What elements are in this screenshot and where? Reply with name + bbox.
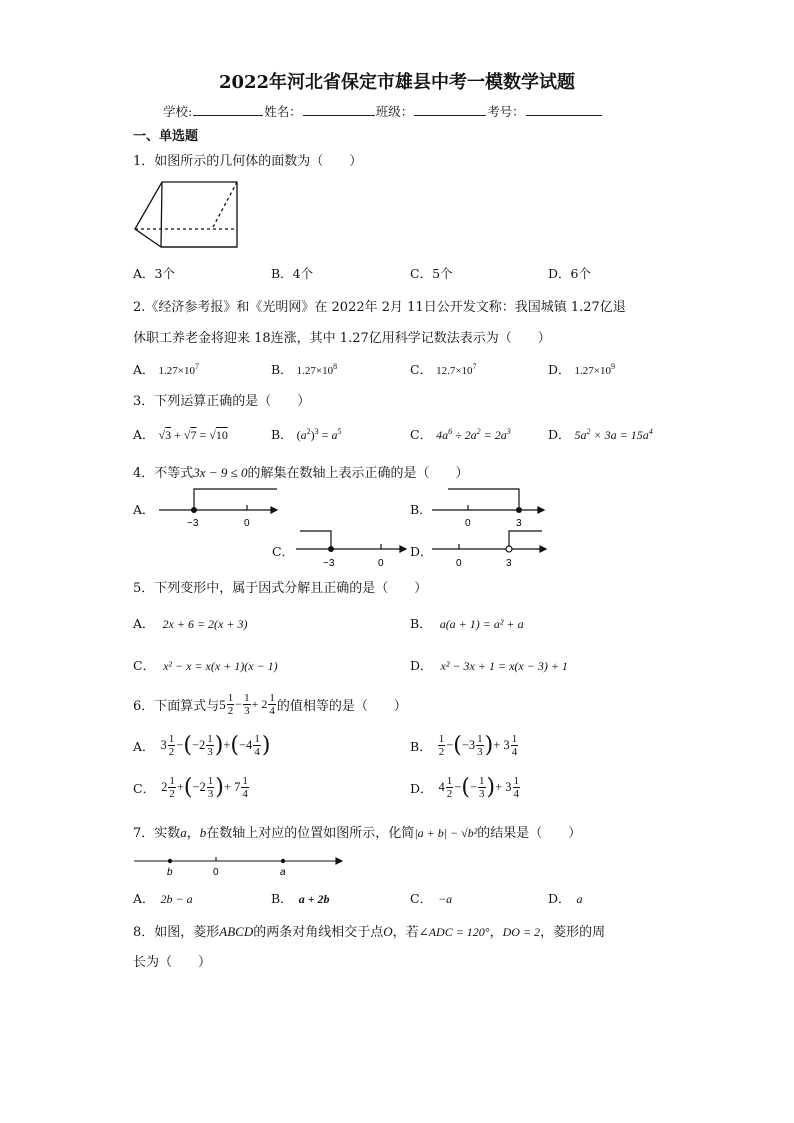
q7-stem	[133, 822, 581, 841]
point-b	[168, 859, 172, 863]
section-heading: 一、单选题	[133, 129, 199, 144]
q2-c-exp: 7	[472, 361, 477, 371]
q3-c-e1: 6	[448, 427, 453, 436]
label-0: 0	[213, 867, 219, 878]
q5-b-label: B．	[410, 616, 432, 631]
q5-option-b[interactable]	[410, 614, 524, 632]
q4-inequality: 3x − 9 ≤ 0	[193, 465, 248, 480]
q2-option-a[interactable]: A． $1.27\times 10^7$	[133, 361, 199, 377]
q8-mid2: ，若	[392, 925, 419, 940]
q5-b-expr: a(a + 1) = a² + a	[439, 617, 524, 631]
q7-stem-pre: 7．实数	[133, 826, 181, 841]
q4-option-c-label[interactable]: C．	[272, 544, 295, 559]
q6-option-c[interactable]: C． 2 $\frac{1}{2}$ + ( −2 $\frac{1}{3}$ ) + 7 $\frac{1}{4}$	[133, 774, 248, 800]
q3-d-t3: 15a	[630, 428, 649, 442]
q7-b-label: B．	[271, 891, 293, 906]
q3-b-label: B．	[271, 427, 293, 442]
q2-a-coef: 1.27	[158, 365, 178, 377]
label-a: a	[280, 867, 286, 878]
tick-label-3: 3	[506, 558, 512, 569]
q4-stem	[133, 462, 468, 481]
q7-d-expr: a	[576, 892, 583, 906]
q3-c-t2: 2a	[464, 428, 477, 442]
q6-option-a[interactable]: A． 3 $\frac{1}{2}$ − ( −2 $\frac{1}{3}$ ) + ( −4 $\frac{1}{4}$ )	[133, 732, 271, 758]
q2-c-label: C．	[410, 362, 433, 377]
q6-stem-pre: 6．下面算式与	[133, 699, 220, 714]
tick-label-3: 3	[516, 518, 522, 529]
q7-var-b: b	[199, 825, 207, 840]
solution-ray	[194, 489, 277, 510]
q5-d-expr: x² − 3x + 1 = x(x − 3) + 1	[440, 659, 568, 673]
name-blank[interactable]	[303, 102, 375, 116]
q3-option-c[interactable]: C． $4a^6 \div 2a^2 = 2a^3$	[410, 427, 511, 442]
q3-b-e3: 5	[337, 427, 342, 436]
q4-stem-post: 的解集在数轴上表示正确的是（ ）	[247, 466, 469, 481]
q4-b-numberline[interactable]	[428, 485, 553, 530]
q8-stem-line1	[133, 921, 605, 940]
q2-option-b[interactable]: B． $1.27\times 10^8$	[271, 361, 338, 377]
q7-option-a[interactable]	[133, 889, 193, 907]
q5-option-a[interactable]	[133, 614, 247, 632]
q3-d-e3: 4	[648, 427, 653, 436]
q8-abcd: ABCD	[219, 924, 254, 939]
q3-a-r1: 3	[165, 428, 172, 442]
q6-stem: 6．下面算式与 5 $\frac{1}{2}$ − $\frac{1}{3}$ + 2 $\frac{1}{4}$ 的值相等的是（ ）	[133, 692, 407, 717]
q8-sep: ，	[489, 925, 503, 940]
tick-label-0: 0	[465, 518, 471, 529]
q3-c-t3: 2a	[494, 428, 507, 442]
exam-title: 2022年河北省保定市雄县中考一模数学试题	[218, 72, 576, 93]
q7-sep: ，	[186, 826, 200, 841]
axis-arrow	[336, 858, 342, 864]
q3-option-d[interactable]: D． $5a^2 \times 3a = 15a^4$	[548, 427, 653, 442]
q3-b-e1: 2	[306, 427, 311, 436]
prism-outline	[135, 182, 237, 247]
q1-option-c[interactable]: C．5个	[410, 266, 453, 281]
q2-c-coef: 12.7	[436, 365, 456, 377]
q5-a-label: A．	[133, 616, 155, 631]
solution-ray	[509, 531, 542, 549]
q7-option-b[interactable]	[271, 889, 330, 907]
q5-c-label: C．	[133, 658, 156, 673]
closed-dot	[516, 507, 522, 513]
q7-var-a: a	[180, 825, 187, 840]
q2-stem-line2: 休职工养老金将迎来 18连涨，其中 1.27亿用科学记数法表示为（ ）	[133, 331, 551, 346]
axis-arrow	[538, 507, 544, 513]
closed-dot	[191, 507, 197, 513]
q7-option-c[interactable]	[410, 889, 452, 907]
q8-pre: 8．如图，菱形	[133, 925, 220, 940]
q7-c-label: C．	[410, 891, 433, 906]
q7-c-expr: −a	[438, 892, 453, 906]
axis-arrow	[400, 546, 406, 552]
q3-d-t1: 5a	[574, 428, 587, 442]
label-b: b	[167, 867, 173, 878]
q2-option-d[interactable]: D． $1.27\times 10^9$	[548, 361, 615, 377]
q4-option-d-label[interactable]: D．	[410, 544, 433, 559]
tick-label-neg3: −3	[187, 518, 199, 529]
q5-stem: 5．下列变形中，属于因式分解且正确的是（ ）	[133, 581, 428, 596]
prism-hidden-edge-2	[212, 182, 237, 229]
solution-ray	[448, 489, 519, 510]
q4-d-numberline[interactable]	[428, 527, 553, 572]
q2-d-coef: 1.27	[574, 365, 594, 377]
q7-d-label: D．	[548, 891, 571, 906]
q5-option-c[interactable]	[133, 656, 278, 674]
examno-blank[interactable]	[526, 102, 602, 116]
q3-d-t2: 3a	[604, 428, 617, 442]
q8-angle: ∠ADC = 120°	[418, 925, 490, 939]
q4-option-a-label[interactable]: A．	[133, 502, 155, 517]
q6-stem-post: 的值相等的是（ ）	[276, 699, 407, 714]
axis-arrow	[540, 546, 546, 552]
q7-a-expr: 2b − a	[160, 892, 193, 906]
q2-d-label: D．	[548, 362, 571, 377]
q2-a-label: A．	[133, 362, 155, 377]
q8-post: ，菱形的周	[540, 925, 606, 940]
q7-numberline	[132, 852, 347, 880]
q8-stem-line2: 长为（ ）	[133, 955, 212, 970]
q5-option-d[interactable]	[410, 656, 568, 674]
q1-option-a[interactable]: A．3个	[133, 266, 175, 281]
q3-option-b[interactable]: B． $(a^2)^3 = a^5$	[271, 427, 342, 442]
q7-stem-post: 的结果是（ ）	[477, 826, 582, 841]
q1-option-d[interactable]: D．6个	[548, 266, 591, 281]
q5-d-label: D．	[410, 658, 433, 673]
open-dot	[506, 546, 512, 552]
class-blank[interactable]	[414, 102, 486, 116]
q3-d-e1: 2	[586, 427, 591, 436]
q3-a-r3: 10	[215, 428, 228, 442]
point-a	[281, 859, 285, 863]
q1-option-b[interactable]: B．4个	[271, 266, 314, 281]
q2-option-c[interactable]: C． $12.7\times 10^7$	[410, 361, 477, 377]
q5-a-expr: 2x + 6 = 2(x + 3)	[162, 617, 248, 631]
q6-b-label: B．	[410, 738, 432, 754]
class-label: 班级：	[375, 104, 414, 119]
q4-c-numberline[interactable]	[292, 527, 412, 572]
q1-stem: 1．如图所示的几何体的面数为（ ）	[133, 154, 363, 169]
q8-mid: 的两条对角线相交于点	[253, 925, 384, 940]
name-label: 姓名：	[264, 104, 302, 119]
q2-stem-line1: 2.《经济参考报》和《光明网》在 2022年 2月 11日公开发文称：我国城镇 1.27亿退	[133, 300, 626, 315]
q8-point-o: O	[383, 924, 393, 939]
q3-b-e2: 3	[314, 427, 319, 436]
axis-arrow	[271, 507, 277, 513]
tick-label-neg3: −3	[323, 558, 335, 569]
q4-option-b-label[interactable]: B．	[410, 502, 432, 517]
q6-option-d[interactable]: D． 4 $\frac{1}{2}$ − ( − $\frac{1}{3}$ ) + 3 $\frac{1}{4}$	[410, 774, 520, 800]
q2-d-exp: 9	[610, 361, 615, 371]
q6-option-b[interactable]: B． $\frac{1}{2}$ − ( −3 $\frac{1}{3}$ ) + 3 $\frac{1}{4}$	[410, 732, 518, 758]
school-label: 学校:	[163, 104, 193, 119]
solution-ray	[300, 531, 331, 549]
q7-expr: |a + b| − √b²	[414, 826, 478, 840]
tick-label-0: 0	[456, 558, 462, 569]
q2-b-exp: 8	[333, 361, 338, 371]
q2-b-coef: 1.27	[296, 365, 316, 377]
q3-stem: 3．下列运算正确的是（ ）	[133, 394, 311, 409]
q3-c-e3: 3	[506, 427, 511, 436]
q3-c-e2: 2	[476, 427, 481, 436]
q3-a-r2: 7	[190, 428, 197, 442]
q2-a-exp: 7	[194, 361, 199, 371]
tick-label-0: 0	[244, 518, 250, 529]
q6-d-label: D．	[410, 780, 433, 796]
student-info-line	[163, 102, 603, 120]
q7-b-expr: a + 2b	[298, 892, 330, 906]
tick-label-0: 0	[378, 558, 384, 569]
q5-c-expr: x² − x = x(x + 1)(x − 1)	[163, 659, 278, 673]
q6-c-label: C．	[133, 780, 156, 796]
q4-a-numberline[interactable]	[155, 485, 280, 530]
q3-a-label: A．	[133, 427, 155, 442]
q3-option-a[interactable]: A． √3 + √7 = √10	[133, 427, 228, 442]
prism-front-edge	[161, 182, 162, 247]
q3-c-label: C．	[410, 427, 433, 442]
q6-a-label: A．	[133, 738, 155, 754]
q8-do: DO = 2	[502, 925, 541, 939]
q7-stem-mid: 在数轴上对应的位置如图所示，化简	[206, 826, 415, 841]
q4-stem-pre: 4．不等式	[133, 466, 194, 481]
q7-a-label: A．	[133, 891, 155, 906]
q3-c-t1: 4a	[436, 428, 449, 442]
q2-b-label: B．	[271, 362, 293, 377]
closed-dot	[328, 546, 334, 552]
q3-d-label: D．	[548, 427, 571, 442]
q7-option-d[interactable]	[548, 889, 583, 907]
examno-label: 考号：	[487, 104, 525, 119]
q1-prism-figure	[132, 178, 242, 250]
school-blank[interactable]	[193, 102, 263, 116]
